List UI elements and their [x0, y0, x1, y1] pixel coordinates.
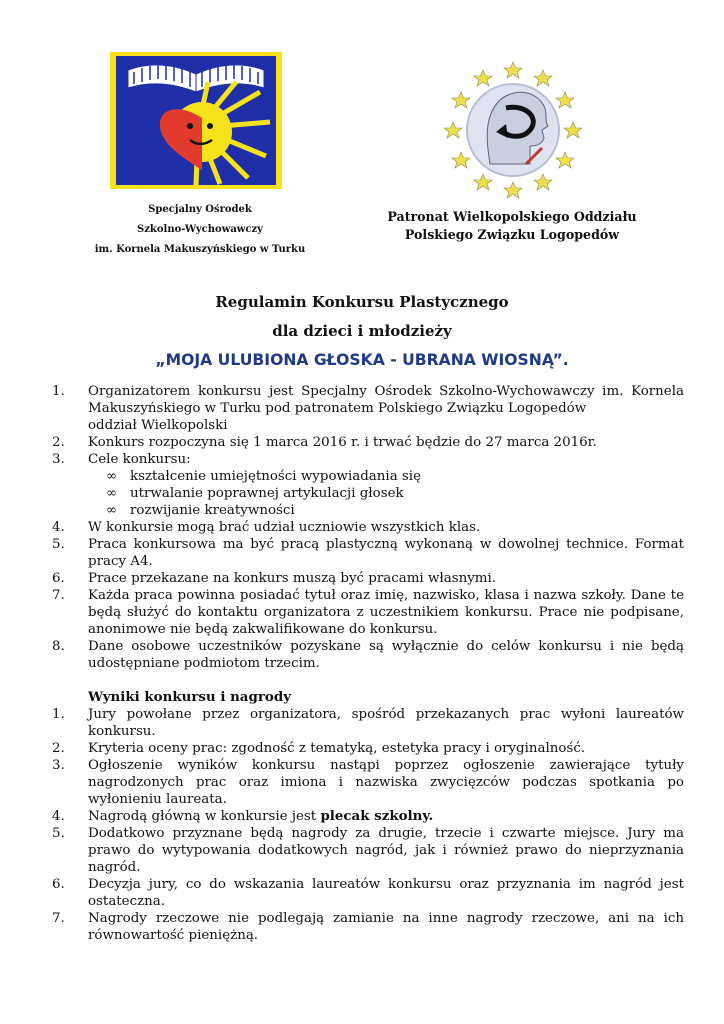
- rule-number: 8.: [52, 639, 65, 654]
- rule-text-extra: oddział Wielkopolski: [88, 418, 228, 433]
- title-line1: Regulamin Konkursu Plastycznego: [215, 293, 509, 311]
- rule-item: [52, 383, 684, 434]
- goals-list: [88, 468, 684, 519]
- rule-number: 5.: [52, 537, 65, 552]
- rule-text: Cele konkursu:: [88, 452, 191, 467]
- school-name-line3: im. Kornela Makuszyńskiego w Turku: [94, 244, 306, 255]
- result-item: [52, 808, 684, 825]
- goal-text: kształcenie umiejętności wypowiadania się: [130, 469, 422, 484]
- patronage-line2: Polskiego Związku Logopedów: [404, 227, 620, 242]
- result-text: Dodatkowo przyznane będą nagrody za drugie, trzecie i czwarte miejsce. Jury ma prawo do wytypowania dodatkowych nagród, jak i również prawo do nieprzyznania nagród.: [88, 826, 684, 875]
- rule-item: [52, 451, 684, 519]
- contest-name: „MOJA ULUBIONA GŁOSKA - UBRANA WIOSNĄ”.: [155, 351, 569, 369]
- results-list: [52, 706, 684, 944]
- rules-list: [52, 383, 684, 672]
- result-number: 4.: [52, 809, 65, 824]
- result-item: [52, 825, 684, 876]
- school-logo: [110, 52, 282, 189]
- goal-item: [106, 502, 684, 519]
- patronage-line1: Patronat Wielkopolskiego Oddziału: [387, 209, 637, 224]
- result-number: 5.: [52, 826, 65, 841]
- result-number: 2.: [52, 741, 65, 756]
- patronage: [362, 208, 662, 244]
- result-text: Decyzja jury, co do wskazania laureatów konkursu oraz przyznania im nagród jest ostateczna.: [88, 877, 684, 909]
- document-title: [40, 288, 684, 375]
- goal-item: [106, 468, 684, 485]
- rule-item: [52, 434, 684, 451]
- rule-text: W konkursie mogą brać udział uczniowie wszystkich klas.: [88, 520, 481, 535]
- main-prize: plecak szkolny.: [320, 808, 434, 824]
- result-item: [52, 706, 684, 740]
- rule-number: 3.: [52, 452, 65, 467]
- rule-text: Praca konkursowa ma być pracą plastyczną wykonaną w dowolnej technice. Format pracy A4.: [88, 537, 684, 569]
- school-name-line2: Szkolno-Wychowawczy: [137, 224, 263, 235]
- result-number: 3.: [52, 758, 65, 773]
- rule-text: Konkurs rozpoczyna się 1 marca 2016 r. i trwać będzie do 27 marca 2016r.: [88, 435, 597, 450]
- result-item: [52, 876, 684, 910]
- rule-number: 2.: [52, 435, 65, 450]
- result-text: Nagrody rzeczowe nie podlegają zamianie na inne nagrody rzeczowe, ani na ich równowartość pieniężną.: [88, 911, 684, 943]
- result-item: [52, 910, 684, 944]
- goal-text: utrwalanie poprawnej artykulacji głosek: [130, 486, 404, 501]
- result-item: [52, 740, 684, 757]
- rule-text: Dane osobowe uczestników pozyskane są wyłącznie do celów konkursu i nie będą udostępniane podmiotom trzecim.: [88, 639, 684, 671]
- result-text: Nagrodą główną w konkursie jest: [88, 809, 321, 824]
- result-text: Ogłoszenie wyników konkursu nastąpi poprzez ogłoszenie zawierające tytuły nagrodzonych prac oraz imiona i nazwiska zwycięzców podczas spotkania po wyłonieniu laureata.: [88, 758, 684, 807]
- result-item: [52, 757, 684, 808]
- rule-number: 6.: [52, 571, 65, 586]
- infinity-bullet-icon: ∞: [106, 486, 118, 501]
- result-number: 1.: [52, 707, 65, 722]
- rule-item: [52, 519, 684, 536]
- result-number: 7.: [52, 911, 65, 926]
- rule-text: Organizatorem konkursu jest Specjalny Ośrodek Szkolno-Wychowawczy im. Kornela Makuszyńskiego w Turku pod patronatem Polskiego Związku Logopedów: [88, 384, 684, 416]
- result-text: Jury powołane przez organizatora, spośród przekazanych prac wyłoni laureatów konkursu.: [88, 707, 684, 739]
- goal-text: rozwijanie kreatywności: [130, 503, 295, 518]
- rule-number: 7.: [52, 588, 65, 603]
- goal-item: [106, 485, 684, 502]
- rule-item: [52, 638, 684, 672]
- result-number: 6.: [52, 877, 65, 892]
- rule-number: 4.: [52, 520, 65, 535]
- title-line2: dla dzieci i młodzieży: [272, 322, 452, 340]
- infinity-bullet-icon: ∞: [106, 503, 118, 518]
- association-logo: [444, 60, 582, 200]
- regulations-body: [52, 383, 684, 944]
- school-name-line1: Specjalny Ośrodek: [148, 204, 252, 215]
- rule-number: 1.: [52, 384, 65, 399]
- result-text: Kryteria oceny prac: zgodność z tematyką, estetyka pracy i oryginalność.: [88, 741, 586, 756]
- school-name: [70, 200, 330, 260]
- results-heading: Wyniki konkursu i nagrody: [88, 689, 291, 705]
- infinity-bullet-icon: ∞: [106, 469, 118, 484]
- rule-item: [52, 587, 684, 638]
- rule-text: Prace przekazane na konkurs muszą być pracami własnymi.: [88, 571, 497, 586]
- rule-text: Każda praca powinna posiadać tytuł oraz imię, nazwisko, klasa i nazwa szkoły. Dane te będą służyć do kontaktu organizatora z uczestnikiem konkursu. Prace nie podpisane, anonimowe nie będą zakwalifikowane do konkursu.: [88, 588, 684, 637]
- rule-item: [52, 536, 684, 570]
- rule-item: [52, 570, 684, 587]
